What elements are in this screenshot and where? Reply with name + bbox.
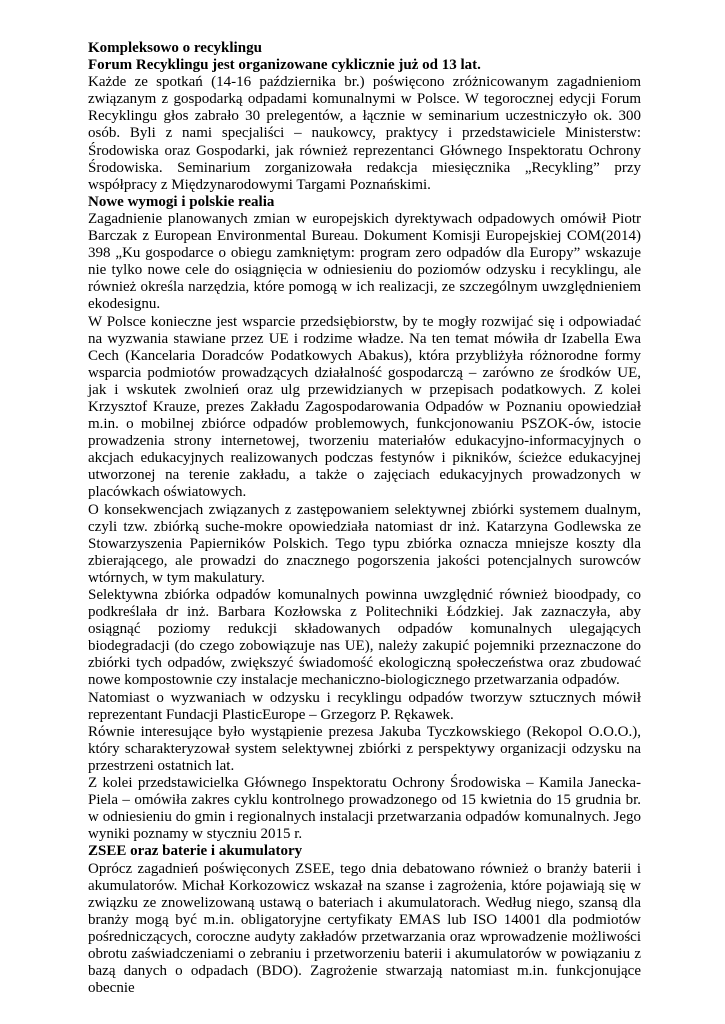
paragraph: Równie interesujące było wystąpienie prezesa Jakuba Tyczkowskiego (Rekopol O.O.O.), który scharakteryzował system selektywnej zbiórki z perspektywy organizacji odzysku na przestrzeni ostatnich lat.: [88, 723, 641, 774]
paragraph: Natomiast o wyzwaniach w odzysku i recyklingu odpadów tworzyw sztucznych mówił reprezentant Fundacji PlasticEurope – Grzegorz P. Rękawek.: [88, 689, 641, 723]
paragraph: Selektywna zbiórka odpadów komunalnych powinna uwzględnić również bioodpady, co podkreślała dr inż. Barbara Kozłowska z Politechniki Łódzkiej. Jak zaznaczyła, aby osiągnąć poziomy redukcji składowanych odpadów komunalnych ulegających biodegradacji (do czego zobowiązuje nas UE), należy zakupić pojemniki przeznaczone do zbiórki tych odpadów, zwiększyć świadomość ekologiczną społeczeństwa oraz zbudować nowe kompostownie czy instalacje mechaniczno-biologicznego przetwarzania odpadów.: [88, 587, 641, 689]
intro-paragraph: Każde ze spotkań (14-16 października br.) poświęcono zróżnicowanym zagadnieniom związanym z gospodarką odpadami komunalnymi w Polsce. W tegorocznej edycji Forum Recyklingu głos zabrało 30 prelegentów, a łącznie w seminarium uczestniczyło ok. 300 osób. Byli z nami specjaliści – naukowcy, praktycy i przedstawiciele Ministerstw: Środowiska oraz Gospodarki, jak również reprezentanci Głównego Inspektoratu Ochrony Środowiska. Seminarium zorganizowała redakcja miesięcznika „Recykling” przy współpracy z Międzynarodowymi Targami Poznańskimi.: [88, 74, 641, 193]
paragraph: Zagadnienie planowanych zmian w europejskich dyrektywach odpadowych omówił Piotr Barczak z European Environmental Bureau. Dokument Komisji Europejskiej COM(2014) 398 „Ku gospodarce o obiegu zamkniętym: program zero odpadów dla Europy” wskazuje nie tylko nowe cele do osiągnięcia w odniesieniu do poziomów odzysku i recyklingu, ale również określa narzędzia, które pomogą w ich realizacji, ze szczególnym uwzględnieniem ekodesignu.: [88, 210, 641, 313]
paragraph: Z kolei przedstawicielka Głównego Inspektoratu Ochrony Środowiska – Kamila Janecka-Piela – omówiła zakres cyklu kontrolnego prowadzonego od 15 kwietnia do 15 grudnia br. w odniesieniu do gmin i regionalnych instalacji przetwarzania odpadów komunalnych. Jego wyniki poznamy w styczniu 2015 r.: [88, 775, 641, 843]
paragraph: Oprócz zagadnień poświęconych ZSEE, tego dnia debatowano również o branży baterii i akumulatorów. Michał Korkozowicz wskazał na szanse i zagrożenia, które pojawiają się w związku ze znowelizowaną ustawą o bateriach i akumulatorach. Według niego, szansą dla branży mogą być m.in. obligatoryjne certyfikaty EMAS lub ISO 14001 dla podmiotów pośredniczących, coroczne audyty zakładów przetwarzania oraz wprowadzenie możliwości obrotu zaświadczeniami o zebraniu i przetworzeniu baterii i akumulatorów w powiązaniu z bazą danych o odpadach (BDO). Zagrożenie stwarzają natomiast m.in. funkcjonujące obecnie: [88, 860, 641, 997]
paragraph: W Polsce konieczne jest wsparcie przedsiębiorstw, by te mogły rozwijać się i odpowiadać na wyzwania stawiane przez UE i rodzime władze. Na ten temat mówiła dr Izabella Ewa Cech (Kancelaria Doradców Podatkowych Abakus), która przybliżyła różnorodne formy wsparcia podmiotów prowadzących działalność gospodarczą – zarówno ze środków UE, jak i wskutek zwolnień oraz ulg przewidzianych w przepisach podatkowych. Z kolei Krzysztof Krauze, prezes Zakładu Zagospodarowania Odpadów w Poznaniu opowiedział m.in. o mobilnej zbiórce odpadów problemowych, funkcjonowaniu PSZOK-ów, istocie prowadzenia strony internetowej, tworzeniu materiałów edukacyjno-informacyjnych o akcjach edukacyjnych realizowanych podczas festynów i pikników, ścieżce edukacyjnej utworzonej na terenie zakładu, a także o zajęciach edukacyjnych prowadzonych w placówkach oświatowych.: [88, 313, 641, 501]
document-subtitle: Forum Recyklingu jest organizowane cyklicznie już od 13 lat.: [88, 57, 481, 74]
document-title: Kompleksowo o recyklingu: [88, 40, 262, 56]
document-page: [88, 40, 641, 997]
section-heading-new-requirements: Nowe wymogi i polskie realia: [88, 193, 275, 210]
paragraph: O konsekwencjach związanych z zastępowaniem selektywnej zbiórki systemem dualnym, czyli tzw. zbiórką suche-mokre opowiedziała natomiast dr inż. Katarzyna Godlewska ze Stowarzyszenia Papierników Polskich. Tego typu zbiórka oznacza mniejsze koszty dla zbierającego, ale prowadzi do znacznego pogorszenia jakości potencjalnych surowców wtórnych, w tym makulatury.: [88, 501, 641, 586]
section-heading-zsee: ZSEE oraz baterie i akumulatory: [88, 843, 303, 860]
